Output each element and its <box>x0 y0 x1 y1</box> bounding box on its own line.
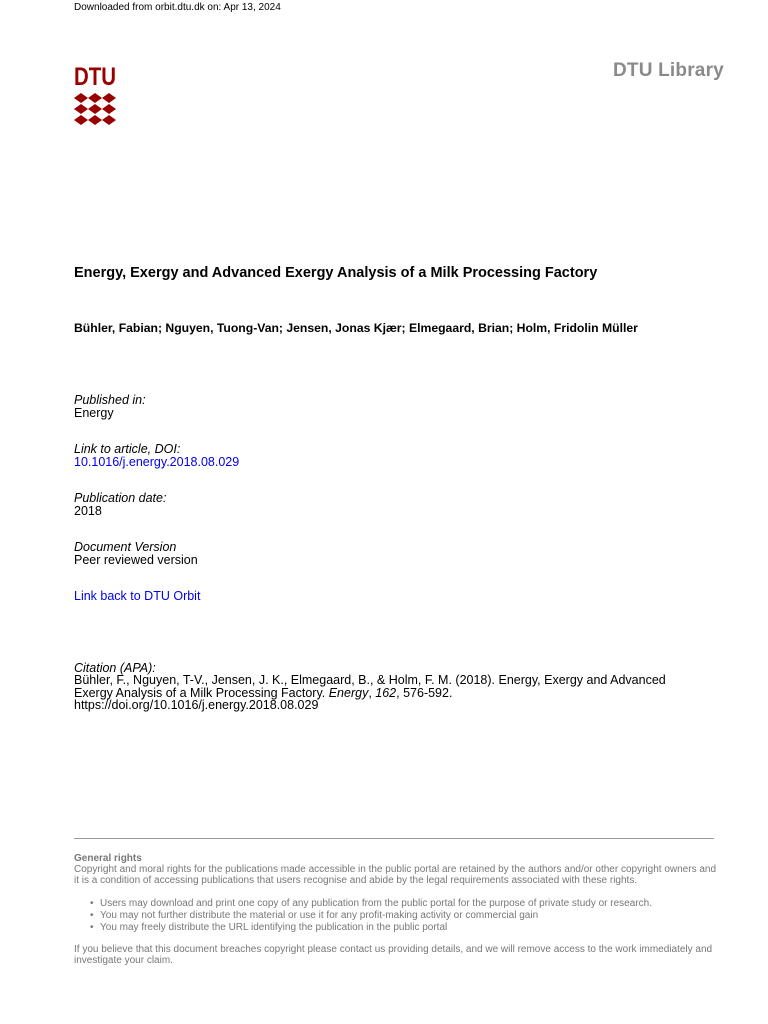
citation-sep: , <box>368 685 376 700</box>
orbit-link[interactable]: Link back to DTU Orbit <box>74 589 201 603</box>
paper-authors: Bühler, Fabian; Nguyen, Tuong-Van; Jensen, Jonas Kjær; Elmegaard, Brian; Holm, Fridolin Müller <box>74 321 638 335</box>
citation-text <box>74 674 714 712</box>
bullet-text: Users may download and print one copy of any publication from the public portal for the purpose of private study or research. <box>100 898 652 909</box>
citation-line-1: Bühler, F., Nguyen, T-V., Jensen, J. K., Elmegaard, B., & Holm, F. M. (2018). Energy, Exergy and Advanced <box>74 673 666 687</box>
dtu-logo-text: DTU <box>74 63 116 91</box>
list-item <box>90 922 652 934</box>
date-block <box>74 492 166 518</box>
dtu-library-logo: DTU Library <box>613 60 724 81</box>
citation-volume: 162 <box>375 685 397 700</box>
bullet-icon: • <box>90 910 94 921</box>
divider <box>74 838 714 839</box>
list-item <box>90 910 652 922</box>
version-value: Peer reviewed version <box>74 553 198 567</box>
rights-heading: General rights <box>74 853 142 864</box>
version-block <box>74 541 198 567</box>
doi-block <box>74 443 239 469</box>
paper-title: Energy, Exergy and Advanced Exergy Analysis of a Milk Processing Factory <box>74 265 598 281</box>
bullet-icon: • <box>90 898 94 909</box>
version-label: Document Version <box>74 540 177 554</box>
published-value: Energy <box>74 406 114 420</box>
rights-footer: If you believe that this document breaches copyright please contact us providing details, and we will remove access to the work immediately and investigate your claim. <box>74 944 713 966</box>
bullet-icon: • <box>90 922 94 933</box>
citation-pages: , 576-592. <box>396 685 453 700</box>
rights-bullet-list <box>90 898 652 934</box>
date-label: Publication date: <box>74 491 167 505</box>
dtu-logo <box>74 63 118 127</box>
bullet-text: You may not further distribute the material or use it for any profit-making activity or commercial gain <box>100 910 539 921</box>
citation-journal: Energy <box>328 685 369 700</box>
doi-link[interactable]: 10.1016/j.energy.2018.08.029 <box>74 455 240 469</box>
citation-title-part: Exergy Analysis of a Milk Processing Factory. <box>74 685 329 700</box>
dtu-logo-wave-icon <box>74 93 116 125</box>
doi-label: Link to article, DOI: <box>74 442 181 456</box>
citation-label: Citation (APA): <box>74 661 156 675</box>
rights-paragraph: Copyright and moral rights for the publications made accessible in the public portal are retained by the authors and/or other copyright owners and it is a condition of accessing publications that users recognise and abide by the legal requirements associated with these rights. <box>74 864 717 886</box>
citation-doi-url: https://doi.org/10.1016/j.energy.2018.08.029 <box>74 698 319 712</box>
downloaded-notice: Downloaded from orbit.dtu.dk on: Apr 13, 2024 <box>74 2 281 13</box>
published-label: Published in: <box>74 393 146 407</box>
bullet-text: You may freely distribute the URL identifying the publication in the public portal <box>100 922 448 933</box>
list-item <box>90 898 652 910</box>
date-value: 2018 <box>74 504 102 518</box>
published-block <box>74 394 146 420</box>
